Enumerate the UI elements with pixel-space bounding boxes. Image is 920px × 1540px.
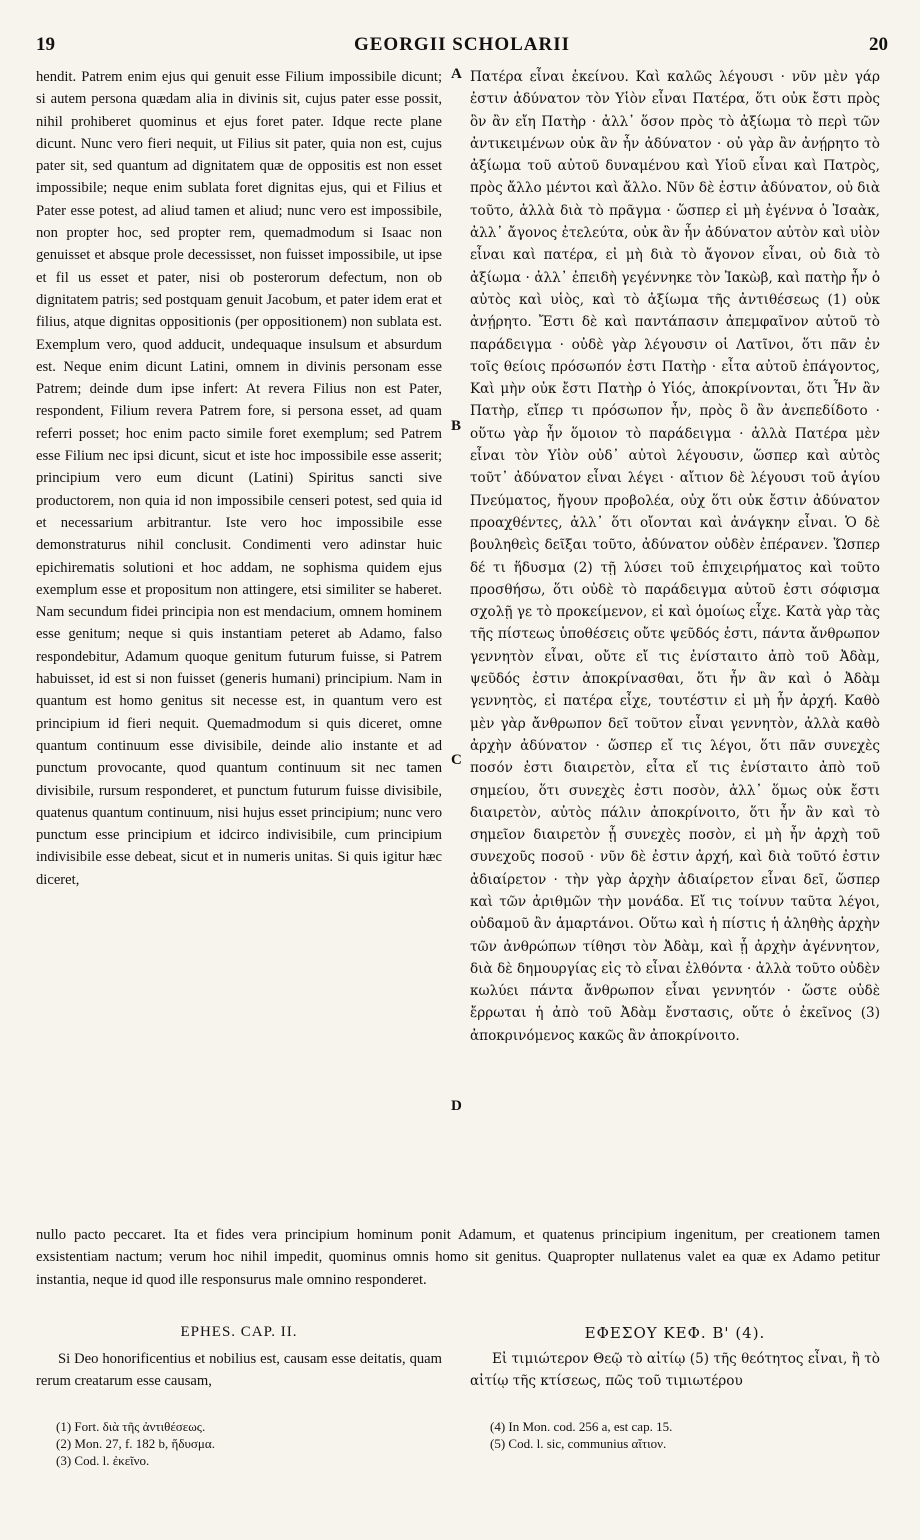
footnote: (4) In Mon. cod. 256 a, est cap. 15. xyxy=(490,1419,673,1434)
running-title: GEORGII SCHOLARII xyxy=(353,34,571,55)
latin-column xyxy=(36,66,442,891)
page-number-right: 20 xyxy=(869,34,888,55)
footnote: (3) Cod. l. ἐκεῖνο. xyxy=(56,1453,150,1468)
footnote: (2) Mon. 27, f. 182 b, ἥδυσμα. xyxy=(56,1436,215,1451)
footnote: (5) Cod. l. sic, communius αἴτιον. xyxy=(490,1436,667,1451)
section-body-greek xyxy=(470,1348,880,1392)
greek-column xyxy=(470,66,880,1047)
section-heading-latin: EPHES. CAP. II. xyxy=(180,1324,298,1340)
section-body-latin xyxy=(36,1348,442,1392)
section-heading-greek: ΕΦΕΣΟΥ ΚΕΦ. Β' (4). xyxy=(584,1324,766,1342)
latin-text: hendit. Patrem enim ejus qui genuit esse Filium impossibile dicunt; si autem persona quædam alia in divinis sit, cujus pater esse possit, nihil prohiberet quominus et ejus foret pater. Idque recte plane dicunt. Nunc vero fieri nequit, ut Filius sit pater, quia non est, cujus pater sit, sed quantum ad dignitatem quæ de oppositis est non esset impossibile; neque enim sublata foret dignitas ejus, qui et Filius et Pater esse potest, ad aliud tamen et aliud; nunc vero est impossibile, non propter hoc, sed propter rem, quemadmodum si Isaac non genuisset et absque prole decessisset, non fuisset impossibile, ut ipse et fil us esset et pater, nisi ob posterorum defectum, non ob dignitatem patris; sed postquam genuit Jacobum, et pater idem erat et filius, atque dignitas oppositionis (per oppositionem) non sublata est. Exemplum vero, quod adducit, undequaque insulsum et absurdum est. Neque enim dicunt Latini, omnem in divinis personam esse Patrem; deinde dum ipse infert: At revera Filius non est Pater, respondent, Filium revera Patrem fore, si persona esset, ad quam referri posset; hoc enim pacto simile foret exemplum; sed Patrem esse Filium nec ipsi dicunt, sicut et iste hoc impossibile esse asserit; principium vero eum dicunt (Latini) Spiritus sancti sive productorem, non quia id non impossibile censeri potest, sed quia id et necessarium arbitrantur. Iste vero hoc impossibile esse demonstraturus nihil conclusit. Condimenti vero adinstar huic epichirematis solutioni et hoc addam, ne sophisma quidem ejus exemplum esse et propositum non attingere, etsi similiter se haberet. Nam secundum fidei principia non est mendacium, omnem hominem esse genitum; neque si quis instantiam peteret ab Adamo, falso respondebitur, Adamum quoque genitum futurum fuisse, si Patrem habuisset, id est si non fuisset (generis humani) principium. Nam in quantum est homo genitus sit necesse est, in quantum vero est principium id fieri nequit. Quemadmodum si quis diceret, omne quantum continuum esse divisibile, deinde alio instante et ad punctum provocante, quod quantum continuum sit nec tamen divisibile, rursum responderet, et punctum futurum fuisse divisibile, quatenus quantum continuum, nisi hujus esset principium; nunc vero punctum esse principium et idcirco indivisibile, cum principium indivisibile esse debeat, sicut et in numeris unitas. Si quis igitur hæc diceret, xyxy=(36,69,442,888)
latin-continuation xyxy=(36,1224,880,1291)
greek-text: Πατέρα εἶναι ἐκείνου. Καὶ καλῶς λέγουσι · νῦν μὲν γάρ ἐστιν ἀδύνατον τὸν Υἱὸν εἶναι Πατέρα, ὅτι οὐκ ἔστι πρὸς ὃν ἂν εἴη Πατὴρ · ἀλλ᾽ ὅσον πρὸς τὸ ἀξίωμα τὸ περὶ τῶν ἀντικειμένων οὐκ ἂν ἦν ἀδύνατον · οὐ γὰρ ἂν ἀνῄρητο τὸ ἀξίωμα τοῦ αὐτοῦ δυναμένου καὶ Υἱοῦ εἶναι καὶ Πατρὸς, πρὸς ἄλλο μέντοι καὶ ἄλλο. Νῦν δὲ ἐστιν ἀδύνατον, οὐ διὰ τοῦτο, ἀλλὰ διὰ τὸ πρᾶγμα · ὥσπερ εἰ μὴ ἐγέννα ὁ Ἰσαὰκ, ἀλλ᾽ ἄγονος ἐτελεύτα, οὐκ ἂν ἦν ἀδύνατον αὐτὸν καὶ υἱὸν εἶναι καὶ πατέρα, εἰ μὴ διὰ τὸ ἄγονον εἶναι, οὐ διὰ τὸ ἀξίωμα · ἀλλ᾽ ἐπειδὴ γεγέννηκε τὸν Ἰακὼβ, καὶ πατὴρ ἦν ὁ αὐτὸς καὶ υἱὸς, καὶ τὸ ἀξίωμα τῆς ἀντιθέσεως (1) οὐκ ἀνῄρητο. Ἔστι δὲ καὶ παντάπασιν ἀπεμφαῖνον αὐτοῦ τὸ παράδειγμα · οὐδὲ γὰρ λέγουσιν οἱ Λατῖνοι, ὅτι πᾶν ἐν τοῖς θείοις πρόσωπόν ἐστι Πατὴρ · εἶτα αὐτοῦ ἐπάγοντος, Καὶ μὴν οὐκ ἔστι Πατὴρ ὁ Υἱός, ἀποκρίνονται, ὅτι Ἦν ἂν Πατὴρ, εἴπερ τι πρόσωπον ἦν, πρὸς ὃ ἂν ἀνεπεδίδοτο · οὕτω γὰρ ἦν ὅμοιον τὸ παράδειγμα · ἀλλὰ Πατέρα μὲν εἶναι τὸν Υἱὸν οὐδ᾽ αὐτοὶ λέγουσιν, ὥσπερ καὶ αὐτὸς τοῦτ᾽ ἀδύνατον εἶναι λέγει · αἴτιον δὲ λέγουσι τοῦ ἁγίου Πνεύματος, ἤγουν προβολέα, οὐχ ὅτι οὐκ ἔστιν ἀδύνατον προαχθέντες, ἀλλ᾽ ὅτι οἴονται καὶ ἀνάγκην εἶναι. Ὁ δὲ βουληθεὶς δεῖξαι τοῦτο, ἀδύνατον οὐδὲν ἐπέρανεν. Ὥσπερ δέ τι ἥδυσμα (2) τῇ λύσει τοῦ ἐπιχειρήματος καὶ τοῦτο προσθήσω, ὅτι οὐδὲ τὸ παράδειγμα αὐτοῦ ἐστι σόφισμα σχολῇ γε τὸ προκείμενον, εἰ καὶ ὁμοίως εἶχε. Κατὰ γὰρ τὰς τῆς πίστεως ὑποθέσεις οὔτε ψεῦδός ἐστι, πάντα ἄνθρωπον γεννητὸν εἶναι, οὔτε εἴ τις ἐνίσταιτο ἀπὸ τοῦ Ἀδὰμ, ψεῦδός ἐστιν ἀποκρίνασθαι, ὅτι ἦν ἂν καὶ ὁ Ἀδὰμ γεννητὸς, εἰ πατέρα εἶχε, τουτέστιν εἰ μὴ ἦν ἀρχή. Καθὸ μὲν γὰρ ἄνθρωπον δεῖ τοῦτον εἶναι γεννητὸν, ἀλλὰ καθὸ ἀρχὴν ἀδύνατον · ὥσπερ εἴ τις λέγοι, ὅτι πᾶν συνεχὲς ποσόν ἐστι διαιρετὸν, εἶτα εἴ τις ἐνίσταιτο ἀπὸ τοῦ σημείου, ὅτι συνεχὲς ἐστι ποσὸν, ἀλλ᾽ ὅμως οὐκ ἔστι διαιρετὸν, αὐτὸς πάλιν ἀποκρίνοιτο, ὅτι ἦν ἂν καὶ τὸ σημεῖον διαιρετὸν ᾗ συνεχὲς ποσὸν, εἰ μὴ ἦν ἀρχὴ τοῦ συνεχοῦς ποσοῦ · νῦν δὲ ἐστιν ἀρχή, καὶ διὰ τοῦτό ἐστιν ἀδιαίρετον · τὴν γὰρ ἀρχὴν ἀδιαίρετον εἶναι δεῖ, ὥσπερ καὶ τῶν ἀριθμῶν τὴν μονάδα. Εἴ τις τοίνυν ταῦτα λέγοι, οὐδαμοῦ ἂν ἁμαρτάνοι. Οὕτω καὶ ἡ πίστις ἡ ἀληθὴς ἀρχὴν τῶν ἀνθρώπων τίθησι τὸν Ἀδὰμ, καὶ ᾗ ἀρχὴν ἀγέννητον, διὰ δὲ δημουργίας εἰς τὸ εἶναι ἐλθόντα · ἀλλὰ τοῦτο οὐδὲν κωλύει πάντα ἄνθρωπον εἶναι γεννητόν · ὥστε οὐδὲ ἔρρωται ἡ ἀπὸ τοῦ Ἀδὰμ ἔνστασις, οὔτε ὁ ἐκεῖνος (3) ἀποκρινόμενος κακῶς ἂν ἀποκρίνοιτο. xyxy=(470,69,880,1044)
page-number-left: 19 xyxy=(36,34,55,55)
margin-letter-b: B xyxy=(451,418,462,434)
margin-letter-a: A xyxy=(451,66,462,82)
footnote: (1) Fort. διὰ τῆς ἀντιθέσεως. xyxy=(56,1419,206,1434)
footnotes-left xyxy=(56,1418,436,1469)
section-text-latin: Si Deo honorificentius et nobilius est, causam esse deitatis, quam rerum creatarum esse causam, xyxy=(36,1351,442,1389)
latin-continuation-text: nullo pacto peccaret. Ita et fides vera principium hominum ponit Adamum, et quatenus principium ingenitum, per creationem tamen exsistentiam nactum; verum hoc nihil impedit, quominus omnis homo sit genitus. Quapropter nullatenus valet ea quæ ex Adamo petitur instantia, neque id quod ille responsurus male omnino responderet. xyxy=(36,1227,880,1288)
margin-letter-c: C xyxy=(451,752,462,768)
margin-letter-d: D xyxy=(451,1098,462,1114)
running-head xyxy=(36,34,888,62)
footnotes-right xyxy=(490,1418,880,1452)
section-text-greek: Εἰ τιμιώτερον Θεῷ τὸ αἰτίῳ (5) τῆς θεότητος εἶναι, ἢ τὸ αἰτίῳ τῆς κτίσεως, πῶς τοῦ τιμιωτέρου xyxy=(470,1351,880,1389)
